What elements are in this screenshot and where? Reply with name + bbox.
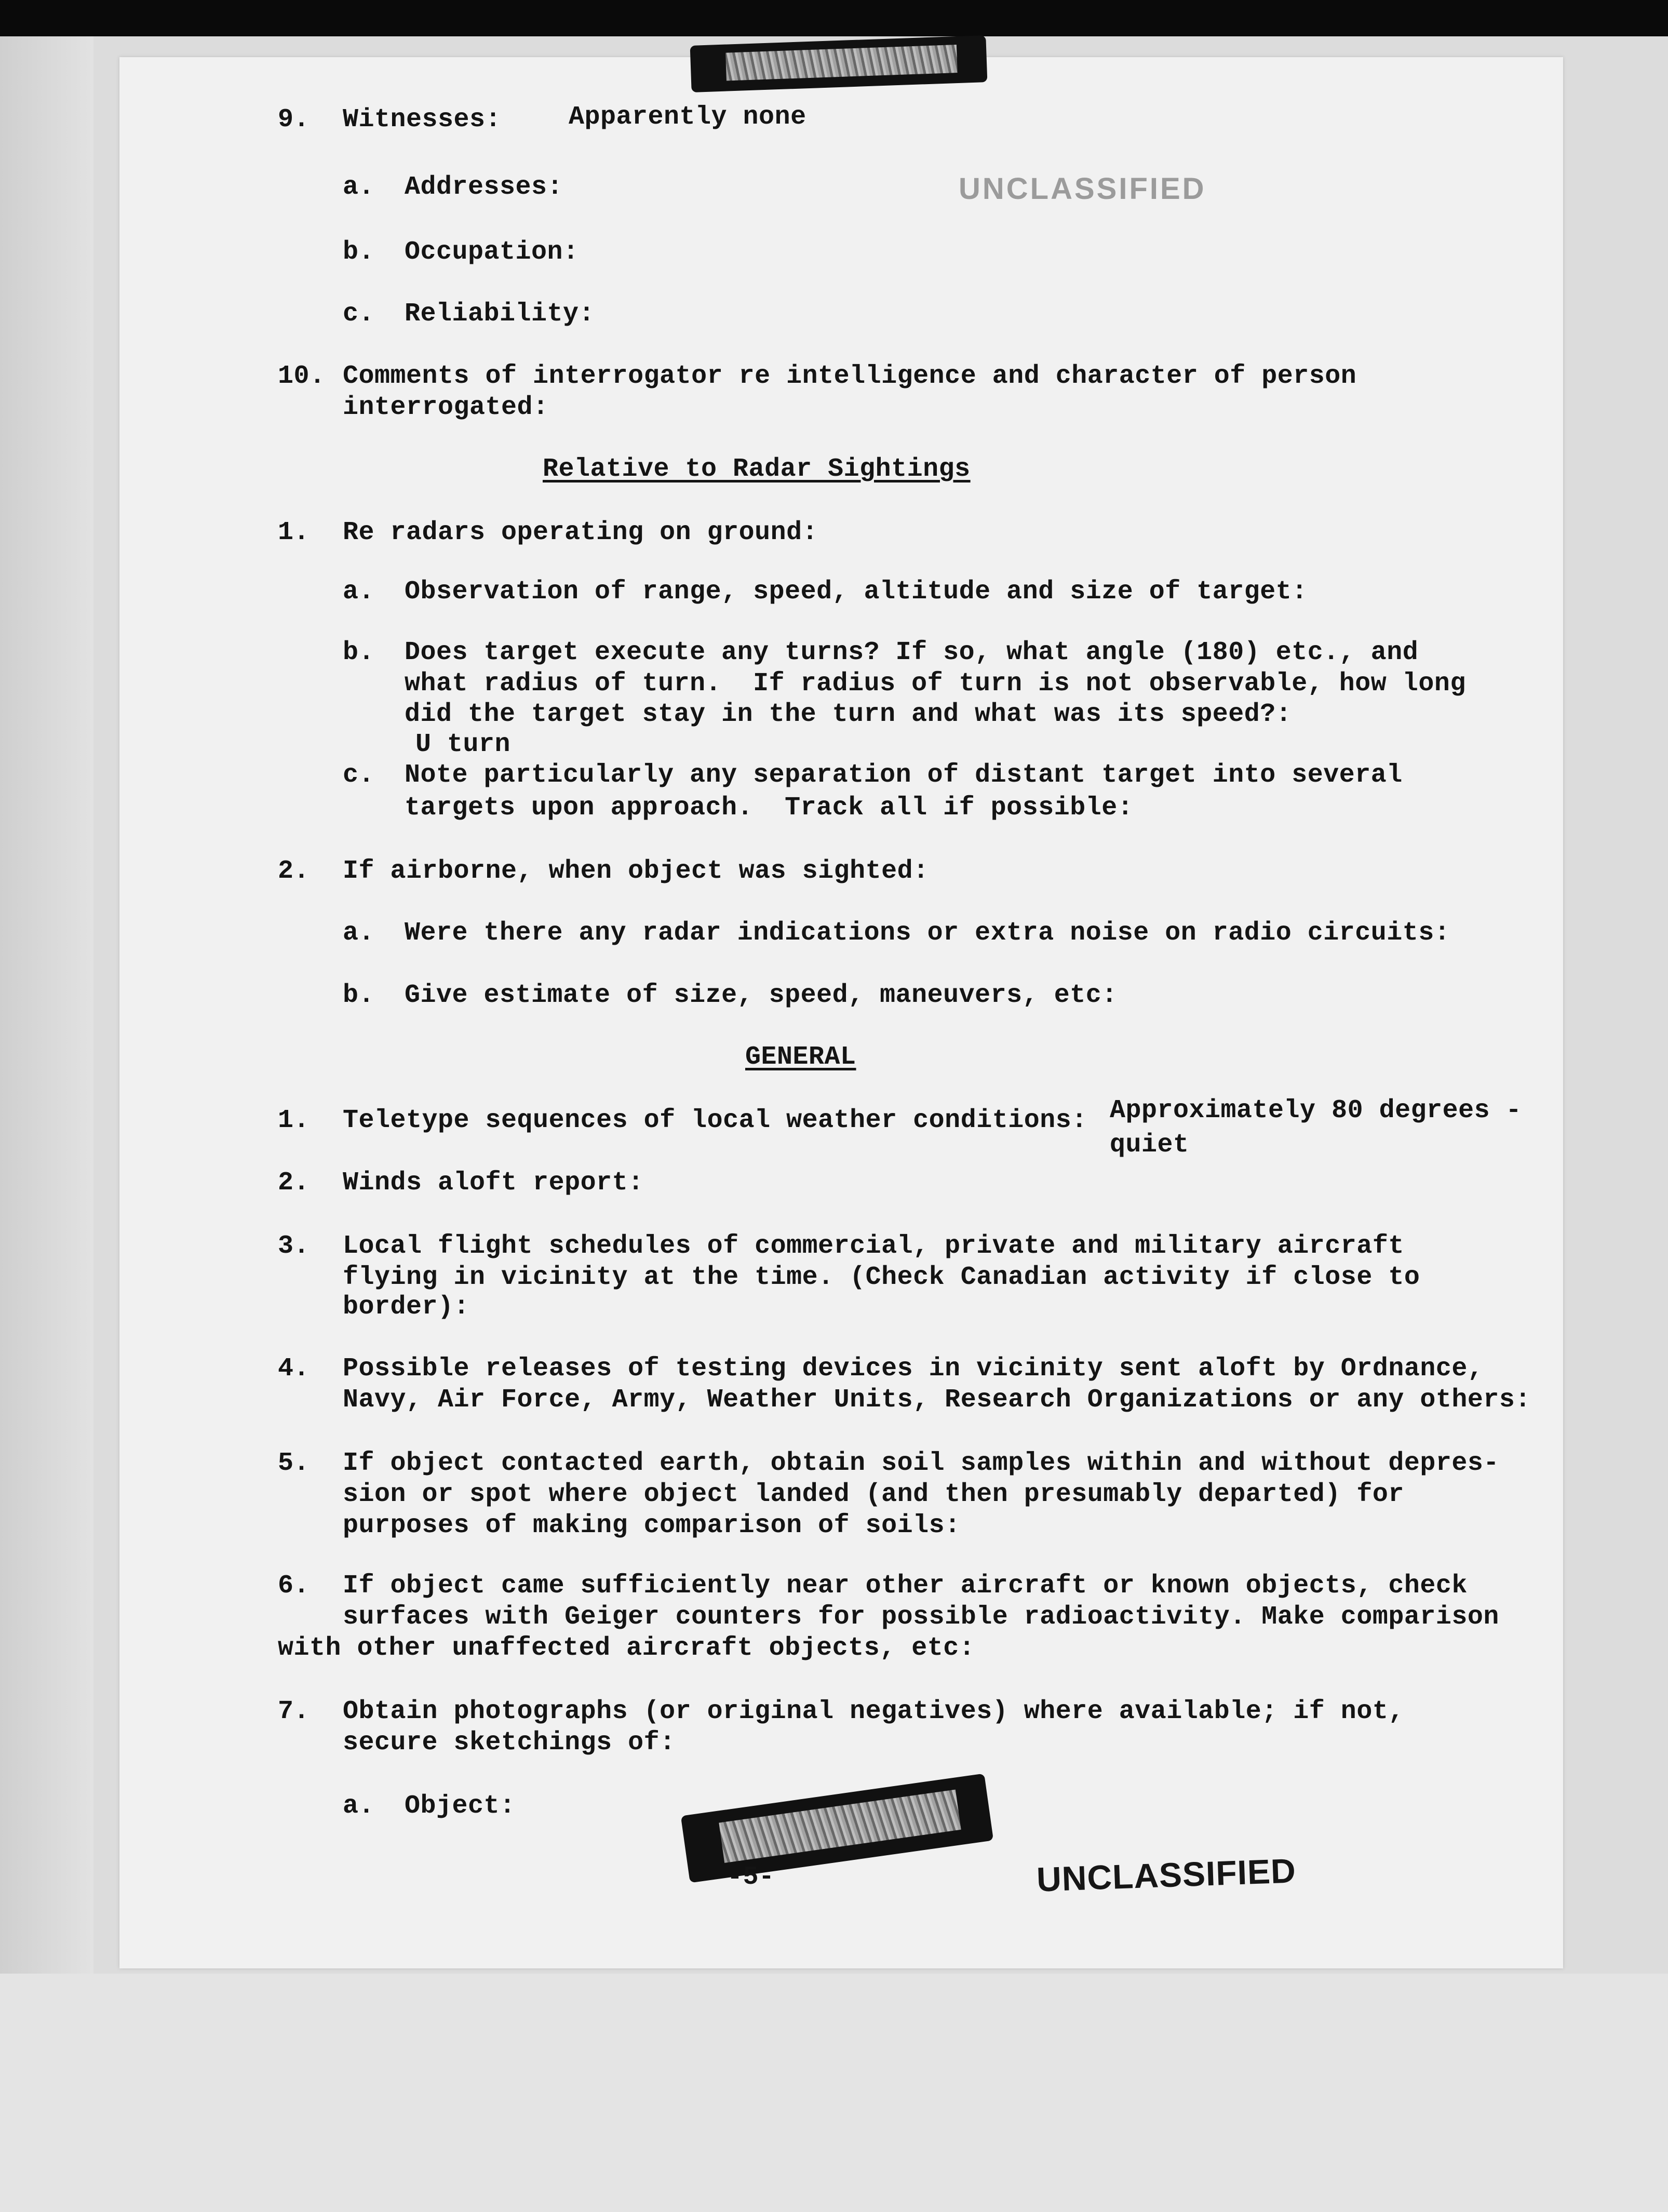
radar-q1-number: 1. xyxy=(278,518,310,547)
general-3-line: border): xyxy=(343,1292,470,1322)
item-9c-letter: c. xyxy=(343,299,375,329)
radar-q1b-line: did the target stay in the turn and what was its speed?: xyxy=(405,700,1292,729)
general-7-line: Obtain photographs (or original negatives) where available; if not, xyxy=(343,1697,1404,1726)
radar-q1b-letter: b. xyxy=(343,638,375,667)
radar-section-heading: Relative to Radar Sightings xyxy=(543,454,971,484)
general-3-number: 3. xyxy=(278,1231,310,1261)
radar-q1-text: Re radars operating on ground: xyxy=(343,518,818,547)
general-1-answer: Approximately 80 degrees - xyxy=(1110,1096,1522,1125)
general-6-line: If object came sufficiently near other aircraft or known objects, check xyxy=(343,1571,1468,1601)
general-4-line: Navy, Air Force, Army, Weather Units, Research Organizations or any others: xyxy=(343,1385,1531,1415)
item-9a-text: Addresses: xyxy=(405,172,563,202)
item-10-number: 10. xyxy=(278,361,326,391)
item-9-answer: Apparently none xyxy=(569,102,806,132)
radar-q2b-text: Give estimate of size, speed, maneuvers, etc: xyxy=(405,981,1118,1010)
general-5-line: purposes of making comparison of soils: xyxy=(343,1511,961,1540)
general-2-number: 2. xyxy=(278,1168,310,1198)
general-7a-text: Object: xyxy=(405,1791,516,1821)
radar-q1c-letter: c. xyxy=(343,760,375,790)
general-4-line: Possible releases of testing devices in vicinity sent aloft by Ordnance, xyxy=(343,1354,1484,1384)
radar-q2a-letter: a. xyxy=(343,918,375,948)
general-7-number: 7. xyxy=(278,1697,310,1726)
item-9c-text: Reliability: xyxy=(405,299,595,329)
radar-q1b-line: what radius of turn. If radius of turn is not observable, how long xyxy=(405,669,1466,699)
general-4-number: 4. xyxy=(278,1354,310,1384)
general-6-line: with other unaffected aircraft objects, etc: xyxy=(278,1633,975,1663)
general-7a-letter: a. xyxy=(343,1791,375,1821)
radar-q1c-line: Note particularly any separation of distant target into several xyxy=(405,760,1403,790)
general-6-number: 6. xyxy=(278,1571,310,1601)
item-9b-letter: b. xyxy=(343,237,375,267)
radar-q2b-letter: b. xyxy=(343,981,375,1010)
item-9a-letter: a. xyxy=(343,172,375,202)
radar-q1b-answer: U turn xyxy=(415,730,511,759)
general-section-heading: GENERAL xyxy=(745,1042,856,1072)
general-5-line: sion or spot where object landed (and then presumably departed) for xyxy=(343,1480,1404,1509)
radar-q2-text: If airborne, when object was sighted: xyxy=(343,856,929,886)
faint-unclassified-stamp: UNCLASSIFIED xyxy=(959,172,1206,206)
scan-lower-margin xyxy=(0,1974,1668,2212)
radar-q1b-line: Does target execute any turns? If so, what angle (180) etc., and xyxy=(405,638,1419,667)
general-2-text: Winds aloft report: xyxy=(343,1168,644,1198)
general-7-line: secure sketchings of: xyxy=(343,1728,676,1758)
scan-left-edge xyxy=(0,36,93,2010)
radar-q2a-text: Were there any radar indications or extra noise on radio circuits: xyxy=(405,918,1450,948)
item-10-line: Comments of interrogator re intelligence and character of person xyxy=(343,361,1357,391)
item-9-number: 9. xyxy=(278,105,310,135)
radar-q2-number: 2. xyxy=(278,856,310,886)
unclassified-stamp: UNCLASSIFIED xyxy=(1035,1851,1297,1899)
general-1-answer: quiet xyxy=(1110,1130,1189,1160)
item-10-line: interrogated: xyxy=(343,393,549,422)
general-5-number: 5. xyxy=(278,1449,310,1478)
general-5-line: If object contacted earth, obtain soil samples within and without depres- xyxy=(343,1449,1499,1478)
general-1-text: Teletype sequences of local weather conditions: xyxy=(343,1106,1087,1135)
general-3-line: flying in vicinity at the time. (Check Canadian activity if close to xyxy=(343,1263,1420,1292)
item-9-label: Witnesses: xyxy=(343,105,502,135)
radar-q1c-line: targets upon approach. Track all if possible: xyxy=(405,793,1134,823)
item-9b-text: Occupation: xyxy=(405,237,579,267)
general-6-line: surfaces with Geiger counters for possible radioactivity. Make comparison xyxy=(343,1602,1499,1632)
page-number: -5- xyxy=(727,1862,775,1892)
radar-q1a-letter: a. xyxy=(343,577,375,607)
scan-top-border xyxy=(0,0,1668,36)
general-1-number: 1. xyxy=(278,1106,310,1135)
general-3-line: Local flight schedules of commercial, private and military aircraft xyxy=(343,1231,1404,1261)
radar-q1a-text: Observation of range, speed, altitude and size of target: xyxy=(405,577,1308,607)
document-page xyxy=(119,57,1563,1968)
